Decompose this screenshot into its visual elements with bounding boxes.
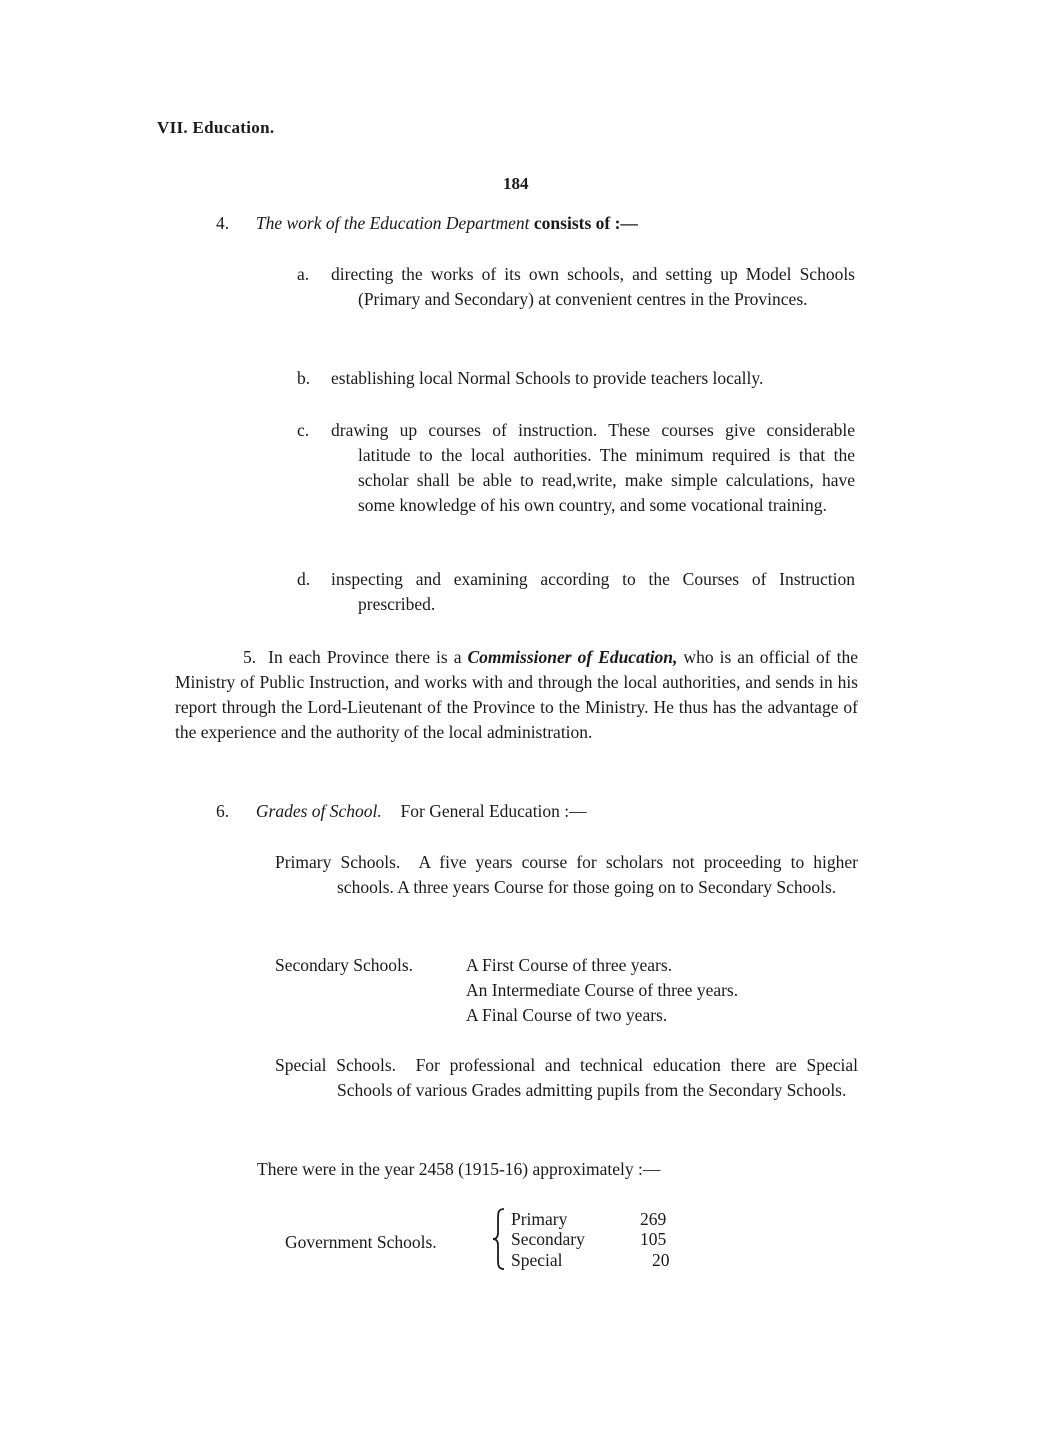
gov-row-primary-count: 269 bbox=[640, 1209, 667, 1229]
secondary-line-intermediate: An Intermediate Course of three years. bbox=[466, 980, 739, 1000]
item4a-label: a. bbox=[297, 264, 310, 284]
item4d-label: d. bbox=[297, 569, 311, 589]
item4b-text: establishing local Normal Schools to provide teachers locally. bbox=[331, 368, 764, 388]
item4b-label: b. bbox=[297, 368, 311, 388]
primary-schools-paragraph bbox=[275, 850, 858, 900]
item4-number: 4. bbox=[216, 213, 230, 233]
secondary-line-first: A First Course of three years. bbox=[466, 955, 673, 975]
item4-heading bbox=[216, 211, 876, 236]
item4-title-italic: The work of the Education Department bbox=[255, 213, 530, 233]
primary-schools-text: A five years course for scholars not proceeding to higher schools. A three years Course for those going on to Secondary Schools. bbox=[337, 852, 858, 897]
item5-text-after: who is an official of the Ministry of Public Instruction, and works with and through the local authorities, and sends in his report through the Lord-Lieutenant of the Province to the Ministry. He thus has the advantage of the experience and the authority of the local administration. bbox=[175, 647, 858, 742]
year-statement: There were in the year 2458 (1915-16) approximately :— bbox=[257, 1159, 661, 1179]
gov-row-primary-name: Primary bbox=[511, 1209, 568, 1229]
item4d-text: inspecting and examining according to the Courses of Instruction prescribed. bbox=[331, 569, 855, 614]
gov-schools-label: Government Schools. bbox=[285, 1232, 437, 1252]
item6-title-rest: For General Education :— bbox=[400, 801, 587, 821]
item4c-label: c. bbox=[297, 420, 310, 440]
gov-row-special-name: Special bbox=[511, 1250, 563, 1270]
secondary-schools-label: Secondary Schools. bbox=[275, 955, 414, 975]
special-schools-text: For professional and technical education there are Special Schools of various Grades admitting pupils from the Secondary Schools. bbox=[337, 1055, 859, 1100]
left-brace-icon bbox=[491, 1207, 507, 1271]
item6-heading bbox=[216, 799, 876, 824]
item6-title-italic: Grades of School. bbox=[255, 801, 382, 821]
item5-number: 5. bbox=[243, 647, 257, 667]
secondary-line-final: A Final Course of two years. bbox=[466, 1005, 668, 1025]
item5-paragraph bbox=[175, 645, 858, 745]
gov-row-secondary-name: Secondary bbox=[511, 1229, 585, 1249]
item5-italic: Commissioner of Education, bbox=[467, 647, 678, 667]
page-number: 184 bbox=[503, 174, 529, 193]
item4c-text: drawing up courses of instruction. These courses give considerable latitude to the local authorities. The minimum required is that the scholar shall be able to read,write, make simple calculations, have some knowledge of his own country, and some vocational training. bbox=[331, 420, 855, 515]
primary-schools-label: Primary Schools. bbox=[275, 852, 401, 872]
special-schools-label: Special Schools. bbox=[275, 1055, 397, 1075]
item5-text-before: In each Province there is a bbox=[268, 647, 468, 667]
item4a-text: directing the works of its own schools, and setting up Model Schools (Primary and Secondary) at convenient centres in the Provinces. bbox=[331, 264, 855, 309]
section-heading: VII. Education. bbox=[157, 118, 275, 137]
item4-title-rest: consists of :— bbox=[529, 213, 638, 233]
special-schools-paragraph bbox=[275, 1053, 859, 1103]
gov-row-special-count: 20 bbox=[652, 1250, 670, 1270]
item6-number: 6. bbox=[216, 801, 230, 821]
gov-row-secondary-count: 105 bbox=[640, 1229, 667, 1249]
